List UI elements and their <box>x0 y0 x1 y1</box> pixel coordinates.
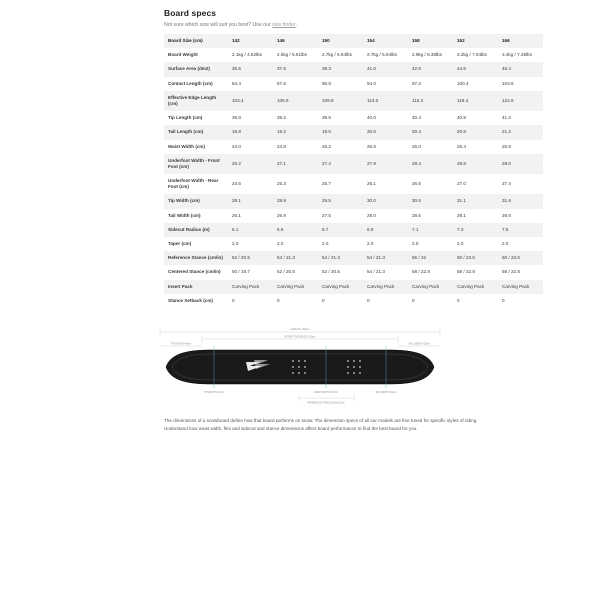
cell: Carving Pack <box>498 280 543 294</box>
cell: 41.2 <box>498 111 543 125</box>
table-row <box>164 251 543 265</box>
cell: 26.1 <box>228 209 273 223</box>
cell: 2.5kg / 5.51lbs <box>273 48 318 62</box>
cell: Carving Pack <box>273 280 318 294</box>
cell: 2.7kg / 5.94lbs <box>363 48 408 62</box>
column-header: Board Size (cm) <box>164 34 228 48</box>
cell: 31.6 <box>498 194 543 208</box>
cell: 37.6 <box>273 62 318 76</box>
row-label: Surface Area (dm2) <box>164 62 228 76</box>
cell: Carving Pack <box>228 280 273 294</box>
cell: 26.4 <box>453 140 498 154</box>
board-specs-table <box>164 34 543 308</box>
cell: 44.6 <box>453 62 498 76</box>
column-header: 162 <box>453 34 498 48</box>
table-row <box>164 223 543 237</box>
cell: 25.2 <box>318 140 363 154</box>
cell: 40.4 <box>408 111 453 125</box>
column-header: 150 <box>318 34 363 48</box>
cell: 2.1kg / 4.62lbs <box>228 48 273 62</box>
cell: 52 / 20.5 <box>273 265 318 279</box>
row-label: Tail Width (cm) <box>164 209 228 223</box>
cell: 87.6 <box>273 77 318 91</box>
cell: 2.0 <box>273 237 318 251</box>
cell: 29.1 <box>453 209 498 223</box>
cell: Carving Pack <box>408 280 453 294</box>
cell: 41.0 <box>363 62 408 76</box>
cell: 25.7 <box>318 174 363 194</box>
cell: 119.4 <box>453 91 498 111</box>
cell: 27.4 <box>318 154 363 174</box>
row-label: Waist Width (cm) <box>164 140 228 154</box>
cell: 26.0 <box>408 140 453 154</box>
row-label: Underfoot Width - Front Foot (cm) <box>164 154 228 174</box>
cell: 60 / 23.6 <box>453 251 498 265</box>
row-label: Tail Length (cm) <box>164 125 228 139</box>
cell: 26.9 <box>273 209 318 223</box>
row-label: Insert Pack <box>164 280 228 294</box>
cell: 2.9kg / 6.38lbs <box>408 48 453 62</box>
table-row <box>164 140 543 154</box>
row-label: Effective Edge Length (cm) <box>164 91 228 111</box>
cell: 30.5 <box>408 194 453 208</box>
tail-width-label: TAIL WIDTH 28.0cm <box>375 391 397 394</box>
table-header-row <box>164 34 543 48</box>
row-label: Tip Length (cm) <box>164 111 228 125</box>
cell: 28.9 <box>273 194 318 208</box>
page-title: Board specs <box>164 8 217 18</box>
cell: 27.9 <box>363 154 408 174</box>
table-row <box>164 91 543 111</box>
table-row <box>164 294 543 308</box>
cell: 90.8 <box>318 77 363 91</box>
board-dimensions-svg <box>150 322 450 407</box>
cell: 54 / 21.3 <box>363 251 408 265</box>
cell: 2.0 <box>453 237 498 251</box>
column-header: 142 <box>228 34 273 48</box>
board-outline <box>166 350 434 384</box>
cell: Carving Pack <box>453 280 498 294</box>
cell: 42.8 <box>408 62 453 76</box>
cell: 39.2 <box>273 111 318 125</box>
cell: Carving Pack <box>363 280 408 294</box>
cell: 109.8 <box>318 91 363 111</box>
cell: 46.4 <box>498 62 543 76</box>
cell: 94.0 <box>363 77 408 91</box>
cell: 29.0 <box>498 154 543 174</box>
cell: 19.6 <box>318 125 363 139</box>
cell: 28.5 <box>408 209 453 223</box>
cell: 50 / 19.7 <box>228 265 273 279</box>
cell: 31.1 <box>453 194 498 208</box>
table-row <box>164 280 543 294</box>
cell: 7.1 <box>408 223 453 237</box>
cell: 27.0 <box>453 174 498 194</box>
cell: 106.6 <box>273 91 318 111</box>
cell: 28.8 <box>453 154 498 174</box>
table-row <box>164 77 543 91</box>
row-label: Reference Stance (cm/in) <box>164 251 228 265</box>
waist-width-label: WAIST WIDTH 25.6cm <box>314 391 338 394</box>
cell: 0 <box>273 294 318 308</box>
cell: Carving Pack <box>318 280 363 294</box>
cell: 29.6 <box>498 209 543 223</box>
row-label: Tip Width (cm) <box>164 194 228 208</box>
table-row <box>164 48 543 62</box>
dimensions-footnote: The dimensions of a snowboard define how that board performs on snow. The dimension specs of all our models are fine tuned for specific styles of riding. Understand how waist width, flex and sidecut and stance dimensions affect board performance to find the best board for you. <box>164 417 478 431</box>
cell: 6.1 <box>228 223 273 237</box>
cell: 27.5 <box>318 209 363 223</box>
cell: 58 / 22.8 <box>453 265 498 279</box>
cell: 2.0 <box>363 237 408 251</box>
cell: 54 / 21.3 <box>273 251 318 265</box>
board-diagram <box>150 322 450 407</box>
cell: 40.8 <box>453 111 498 125</box>
cell: 54 / 21.3 <box>318 251 363 265</box>
cell: 27.4 <box>498 174 543 194</box>
cell: 28.4 <box>408 154 453 174</box>
cell: 56 / 22 <box>408 251 453 265</box>
cell: 24.6 <box>228 174 273 194</box>
cell: 28.0 <box>363 209 408 223</box>
cell: 2.0 <box>498 237 543 251</box>
cell: 26.8 <box>498 140 543 154</box>
cell: 39.3 <box>318 62 363 76</box>
table-row <box>164 265 543 279</box>
cell: 2.0 <box>318 237 363 251</box>
cell: 3.2kg / 7.04lbs <box>453 48 498 62</box>
column-header: 154 <box>363 34 408 48</box>
cell: 60 / 23.6 <box>498 251 543 265</box>
cell: 52 / 20.5 <box>318 265 363 279</box>
row-label: Centered Stance (cm/in) <box>164 265 228 279</box>
size-finder-note <box>164 22 564 28</box>
cell: 27.1 <box>273 154 318 174</box>
cell: 52 / 20.5 <box>228 251 273 265</box>
cell: 103.4 <box>228 91 273 111</box>
cell: 2.7kg / 5.94lbs <box>318 48 363 62</box>
cell: 113.0 <box>363 91 408 111</box>
cell: 28.1 <box>228 194 273 208</box>
cell: 35.5 <box>228 62 273 76</box>
size-finder-note-suffix: . <box>295 22 297 28</box>
cell: 97.2 <box>408 77 453 91</box>
cell: 21.2 <box>498 125 543 139</box>
cell: 0 <box>408 294 453 308</box>
cell: 26.6 <box>408 174 453 194</box>
length-label: LENGTH 154cm <box>290 327 310 331</box>
cell: 2.0 <box>408 237 453 251</box>
table-row <box>164 209 543 223</box>
column-header: 166 <box>498 34 543 48</box>
cell: 122.6 <box>498 91 543 111</box>
cell: 0 <box>318 294 363 308</box>
cell: 24.8 <box>273 140 318 154</box>
cell: 40.0 <box>363 111 408 125</box>
cell: 20.0 <box>363 125 408 139</box>
row-label: Board Weight <box>164 48 228 62</box>
cell: 6.9 <box>363 223 408 237</box>
table-row <box>164 62 543 76</box>
row-label: Stance Setback (cm) <box>164 294 228 308</box>
cell: 2.0 <box>228 237 273 251</box>
cell: 20.4 <box>408 125 453 139</box>
cell: 18.8 <box>228 125 273 139</box>
cell: 0 <box>228 294 273 308</box>
cell: 116.2 <box>408 91 453 111</box>
table-row <box>164 154 543 174</box>
column-header: 158 <box>408 34 453 48</box>
cell: 19.2 <box>273 125 318 139</box>
cell: 0 <box>363 294 408 308</box>
row-label: Contact Length (cm) <box>164 77 228 91</box>
cell: 26.2 <box>228 154 273 174</box>
cell: 25.6 <box>363 140 408 154</box>
cell: 25.3 <box>273 174 318 194</box>
cell: 30.0 <box>363 194 408 208</box>
cell: 103.6 <box>498 77 543 91</box>
cell: 0 <box>498 294 543 308</box>
board-diagram-container <box>36 322 564 407</box>
tail-length-label: TAIL LENGTH 20cm <box>408 342 430 346</box>
cell: 39.6 <box>318 111 363 125</box>
effective-edge-label: EFFECTIVE EDGE 113cm <box>284 335 316 339</box>
cell: 3.4kg / 7.48lbs <box>498 48 543 62</box>
tip-length-label: TIP LENGTH 40cm <box>170 342 192 346</box>
table-row <box>164 125 543 139</box>
cell: 29.5 <box>318 194 363 208</box>
cell: 24.0 <box>228 140 273 154</box>
cell: 7.5 <box>498 223 543 237</box>
table-row <box>164 174 543 194</box>
reference-stance-label: REFERENCE STANCE 54cm/21.3in <box>307 402 345 405</box>
cell: 84.4 <box>228 77 273 91</box>
cell: 58 / 22.8 <box>408 265 453 279</box>
cell: 6.6 <box>273 223 318 237</box>
row-label: Sidecut Radius (m) <box>164 223 228 237</box>
row-label: Underfoot Width - Rear Foot (cm) <box>164 174 228 194</box>
cell: 6.7 <box>318 223 363 237</box>
cell: 0 <box>453 294 498 308</box>
cell: 7.3 <box>453 223 498 237</box>
size-finder-note-prefix: Not sure which size will suit you best? Use our <box>164 22 273 28</box>
column-header: 146 <box>273 34 318 48</box>
tip-width-label: TIP WIDTH 30.0cm <box>204 391 224 394</box>
cell: 26.1 <box>363 174 408 194</box>
size-finder-link[interactable]: size finder <box>272 22 296 28</box>
table-row <box>164 237 543 251</box>
table-body <box>164 48 543 308</box>
table-row <box>164 111 543 125</box>
row-label: Taper (cm) <box>164 237 228 251</box>
table-row <box>164 194 543 208</box>
cell: 20.8 <box>453 125 498 139</box>
cell: 58 / 22.8 <box>498 265 543 279</box>
cell: 100.4 <box>453 77 498 91</box>
cell: 38.8 <box>228 111 273 125</box>
cell: 54 / 21.3 <box>363 265 408 279</box>
